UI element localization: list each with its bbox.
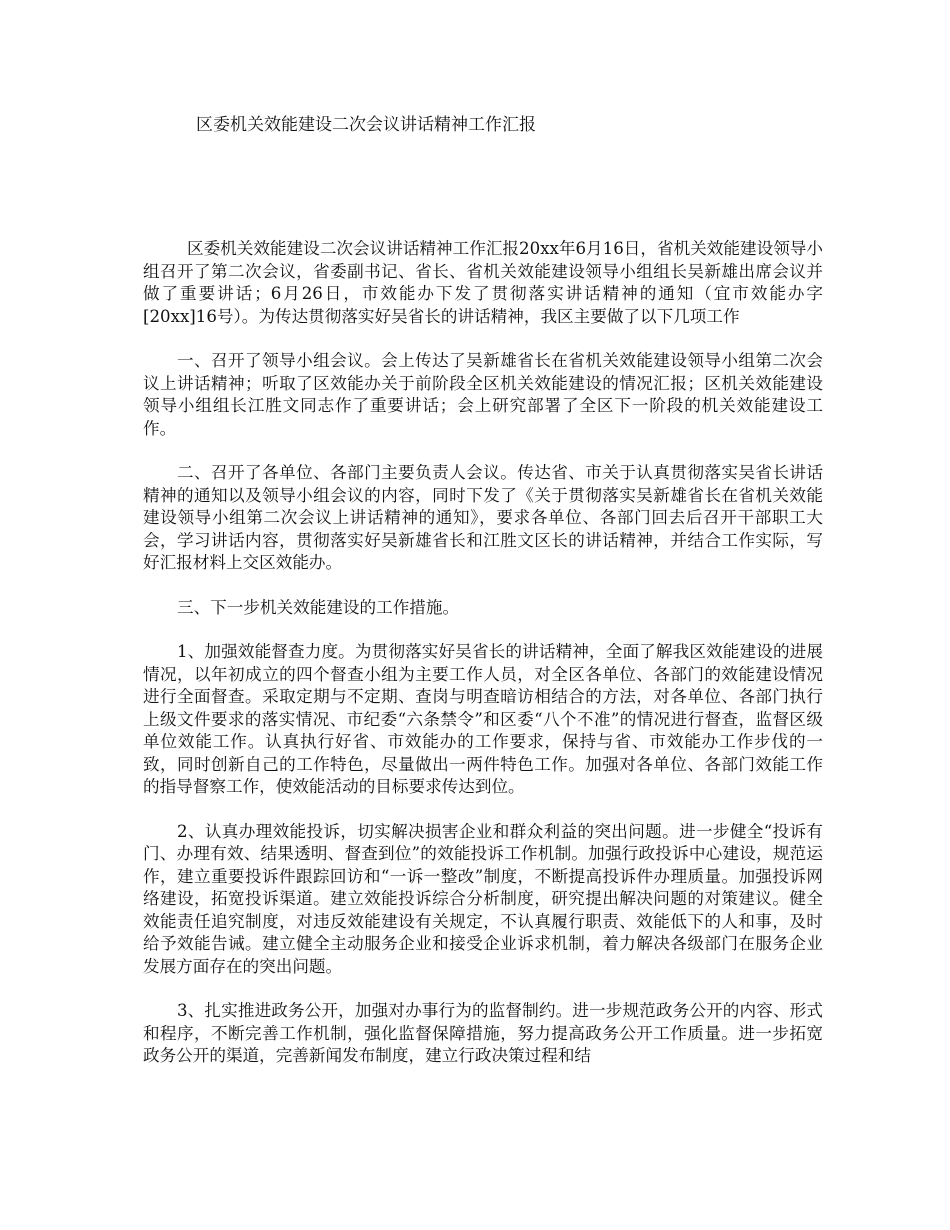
- document-title: 区委机关效能建设二次会议讲话精神工作汇报: [196, 115, 536, 135]
- paragraph-measure-1: 1、加强效能督查力度。为贯彻落实好吴省长的讲话精神，全面了解我区效能建设的进展情况，以年初成立的四个督查小组为主要工作人员，对全区各单位、各部门的效能建设情况进行全面督查。采取定期与不定期、查岗与明查暗访相结合的方法，对各单位、各部门执行上级文件要求的落实情况、市纪委“六条禁令”和区委“八个不准”的情况进行督查，监督区级单位效能工作。认真执行好省、市效能办的工作要求，保持与省、市效能办工作步伐的一致，同时创新自己的工作特色，尽量做出一两件特色工作。加强对各单位、各部门效能工作的指导督察工作，使效能活动的目标要求传达到位。: [143, 642, 823, 796]
- paragraph-measure-3: 3、扎实推进政务公开，加强对办事行为的监督制约。进一步规范政务公开的内容、形式和程序，不断完善工作机制，强化监督保障措施，努力提高政务公开工作质量。进一步拓宽政务公开的渠道，完善新闻发布制度，建立行政决策过程和结: [143, 1001, 823, 1065]
- paragraph-item-2: 二、召开了各单位、各部门主要负责人会议。传达省、市关于认真贯彻落实吴省长讲话精神的通知以及领导小组会议的内容，同时下发了《关于贯彻落实吴新雄省长在省机关效能建设领导小组第二次会议上讲话精神的通知》，要求各单位、各部门回去后召开干部职工大会，学习讲话内容，贯彻落实好吴新雄省长和江胜文区长的讲话精神，并结合工作实际，写好汇报材料上交区效能办。: [143, 463, 823, 572]
- paragraph-item-1: 一、召开了领导小组会议。会上传达了吴新雄省长在省机关效能建设领导小组第二次会议上讲话精神；听取了区效能办关于前阶段全区机关效能建设的情况汇报；区机关效能建设领导小组组长江胜文同志作了重要讲话；会上研究部署了全区下一阶段的机关效能建设工作。: [143, 351, 823, 438]
- paragraph-item-3-heading: 三、下一步机关效能建设的工作措施。: [177, 597, 460, 617]
- paragraph-measure-2: 2、认真办理效能投诉，切实解决损害企业和群众利益的突出问题。进一步健全“投诉有门、办理有效、结果透明、督查到位”的效能投诉工作机制。加强行政投诉中心建设，规范运作，建立重要投诉件跟踪回访和“一诉一整改”制度，不断提高投诉件办理质量。加强投诉网络建设，拓宽投诉渠道。建立效能投诉综合分析制度，研究提出解决问题的对策建议。健全效能责任追究制度，对违反效能建设有关规定，不认真履行职责、效能低下的人和事，及时给予效能告诫。建立健全主动服务企业和接受企业诉求机制，着力解决各级部门在服务企业发展方面存在的突出问题。: [143, 821, 823, 976]
- document-body: [143, 238, 823, 1090]
- paragraph-intro: 区委机关效能建设二次会议讲话精神工作汇报20xx年6月16日，省机关效能建设领导小组召开了第二次会议，省委副书记、省长、省机关效能建设领导小组组长吴新雄出席会议并做了重要讲话；6月26日，市效能办下发了贯彻落实讲话精神的通知（宜市效能办字[20xx]16号）。为传达贯彻落实好吴省长的讲话精神，我区主要做了以下几项工作: [143, 239, 823, 326]
